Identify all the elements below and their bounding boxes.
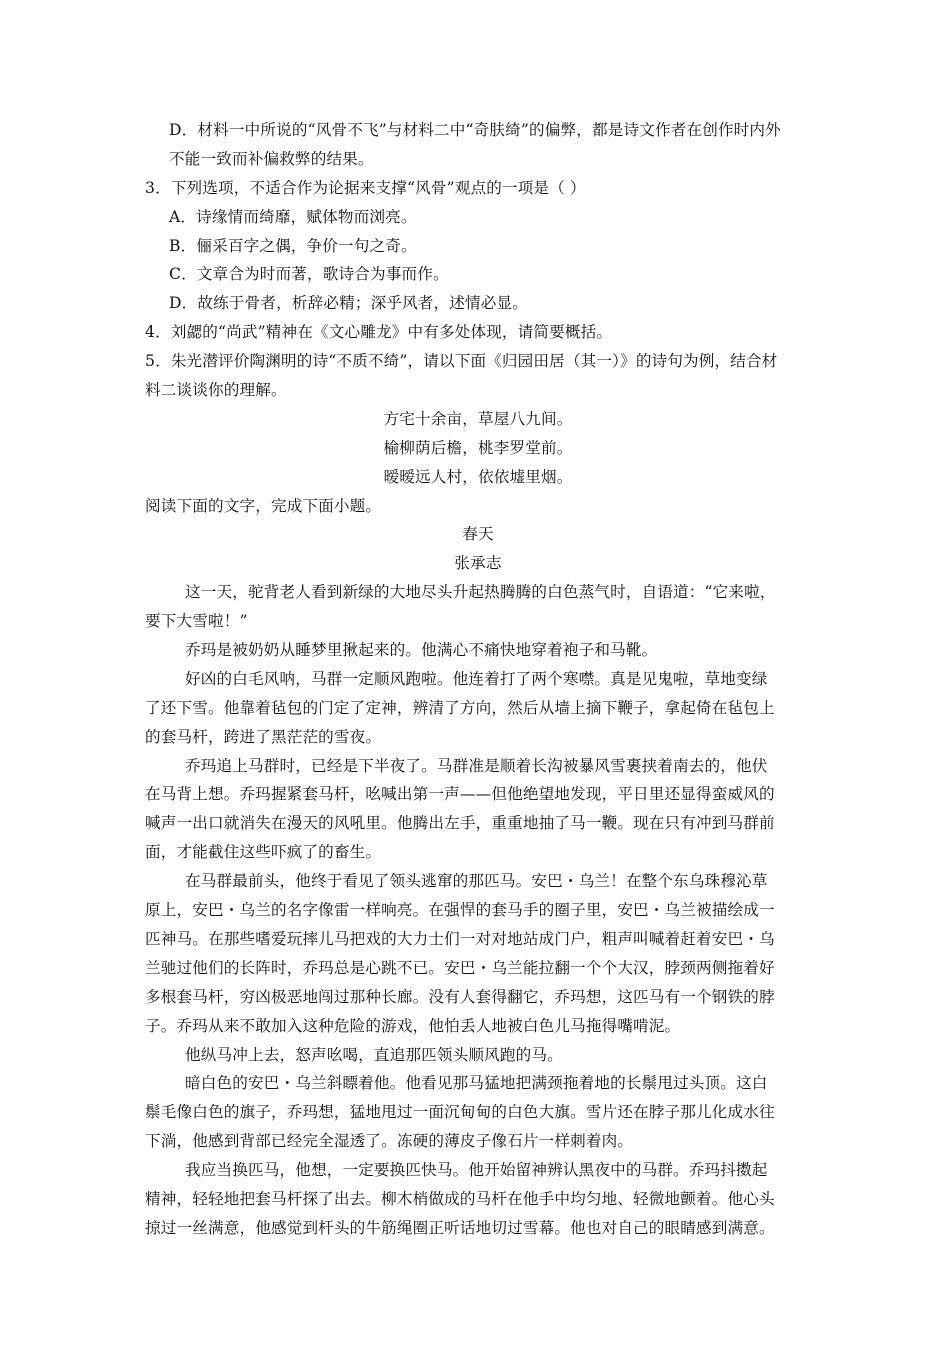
paragraph-7-line-1: 暗白色的安巴・乌兰斜瞟着他。他看见那马猛地把满颈拖着地的长鬃甩过头顶。这白 [185,1074,768,1093]
paragraph-2-line-1: 乔玛是被奶奶从睡梦里揪起来的。他满心不痛快地穿着袍子和马靴。 [185,641,658,660]
paragraph-8-line-2: 精神，轻轻地把套马杆探了出去。柳木梢做成的马杆在他手中均匀地、轻微地颤着。他心头 [145,1189,775,1208]
poem-line-3: 暧暧远人村，依依墟里烟。 [383,467,573,486]
q5-stem-line-2: 料二谈谈你的理解。 [145,381,287,400]
paragraph-5-line-3: 匹神马。在那些嗜爱玩摔儿马把戏的大力士们一对对地站成门户，粗声叫喊着赶着安巴・乌 [145,929,775,948]
paragraph-8-line-1: 我应当换匹马，他想，一定要换匹快马。他开始留神辨认黑夜中的马群。乔玛抖擞起 [185,1161,768,1180]
paragraph-5-line-6: 子。乔玛从来不敢加入这种危险的游戏，他怕丢人地被白色儿马拖得嘴啃泥。 [145,1016,681,1035]
paragraph-6-line-1: 他纵马冲上去，怒声吆喝，直追那匹领头顺风跑的马。 [185,1045,563,1064]
paragraph-4-line-1: 乔玛追上马群时，已经是下半夜了。马群准是顺着长沟被暴风雪裹挟着南去的，他伏 [185,756,768,775]
paragraph-5-line-1: 在马群最前头，他终于看见了领头逃窜的那匹马。安巴・乌兰！在整个东乌珠穆沁草 [185,872,768,891]
q5-stem-line-1: 5．朱光潜评价陶渊明的诗“不质不绮”，请以下面《归园田居（其一）》的诗句为例，结合材 [145,352,778,371]
reading-instruction: 阅读下面的文字，完成下面小题。 [145,496,382,515]
paragraph-4-line-3: 喊声一出口就消失在漫天的风吼里。他腾出左手，重重地抽了马一鞭。现在只有冲到马群前 [145,814,775,833]
paragraph-7-line-3: 下淌，他感到背部已经完全湿透了。冻硬的薄皮子像石片一样刺着肉。 [145,1132,634,1151]
q3-option-c: C．文章合为时而著，歌诗合为事而作。 [169,265,449,284]
paragraph-5-line-5: 多根套马杆，穷凶极恶地闯过那种长廊。没有人套得翻它，乔玛想，这匹马有一个钢铁的脖 [145,987,775,1006]
q3-stem: 3．下列选项，不适合作为论据来支撑“风骨”观点的一项是（ ） [145,178,586,197]
q3-option-a: A．诗缘情而绮靡，赋体物而浏亮。 [169,207,417,226]
paragraph-7-line-2: 鬃毛像白色的旗子，乔玛想，猛地甩过一面沉甸甸的白色大旗。雪片还在脖子那儿化成水往 [145,1103,775,1122]
document-page [145,116,811,1243]
paragraph-3-line-3: 的套马杆，跨进了黑茫茫的雪夜。 [145,727,382,746]
q2-option-d-line-1: D．材料一中所说的“风骨不飞”与材料二中“奇肤绮”的偏弊，都是诗文作者在创作时内外 [169,121,781,139]
paragraph-1-line-2: 要下大雪啦！” [145,612,248,631]
paragraph-4-line-4: 面，才能截住这些吓疯了的畜生。 [145,843,382,862]
paragraph-1-line-1: 这一天，驼背老人看到新绿的大地尽头升起热腾腾的白色蒸气时，自语道：“它来啦， [185,583,776,602]
q3-option-b: B．俪采百字之偶，争价一句之奇。 [169,236,417,255]
paragraph-3-line-1: 好凶的白毛风呐，马群一定顺风跑啦。他连着打了两个寒噤。真是见鬼啦，草地变绿 [185,669,768,688]
q4-stem: 4．刘勰的“尚武”精神在《文心雕龙》中有多处体现，请简要概括。 [145,323,613,342]
article-title: 春天 [462,525,494,544]
poem-line-2: 榆柳荫后檐，桃李罗堂前。 [383,438,573,457]
paragraph-4-line-2: 在马背上想。乔玛握紧套马杆，吆喊出第一声——但他绝望地发现，平日里还显得蛮威风的 [145,785,775,804]
poem-line-1: 方宅十余亩，草屋八九间。 [383,409,573,428]
article-author: 张承志 [454,554,502,573]
q3-option-d: D．故练于骨者，析辞必精；深乎风者，述情必显。 [169,294,529,313]
paragraph-3-line-2: 了还下雪。他靠着毡包的门定了定神，辨清了方向，然后从墙上摘下鞭子，拿起倚在毡包上 [145,698,775,717]
paragraph-5-line-4: 兰驰过他们的长阵时，乔玛总是心跳不已。安巴・乌兰能拉翻一个个大汉，脖颈两侧拖着好 [145,958,775,977]
q2-option-d-line-2: 不能一致而补偏救弊的结果。 [169,149,374,168]
paragraph-5-line-2: 原上，安巴・乌兰的名字像雷一样响亮。在强悍的套马手的圈子里，安巴・乌兰被描绘成一 [145,901,775,920]
paragraph-8-line-3: 掠过一丝满意，他感觉到杆头的牛筋绳圈正听话地切过雪幕。他也对自己的眼睛感到满意。 [145,1218,775,1237]
